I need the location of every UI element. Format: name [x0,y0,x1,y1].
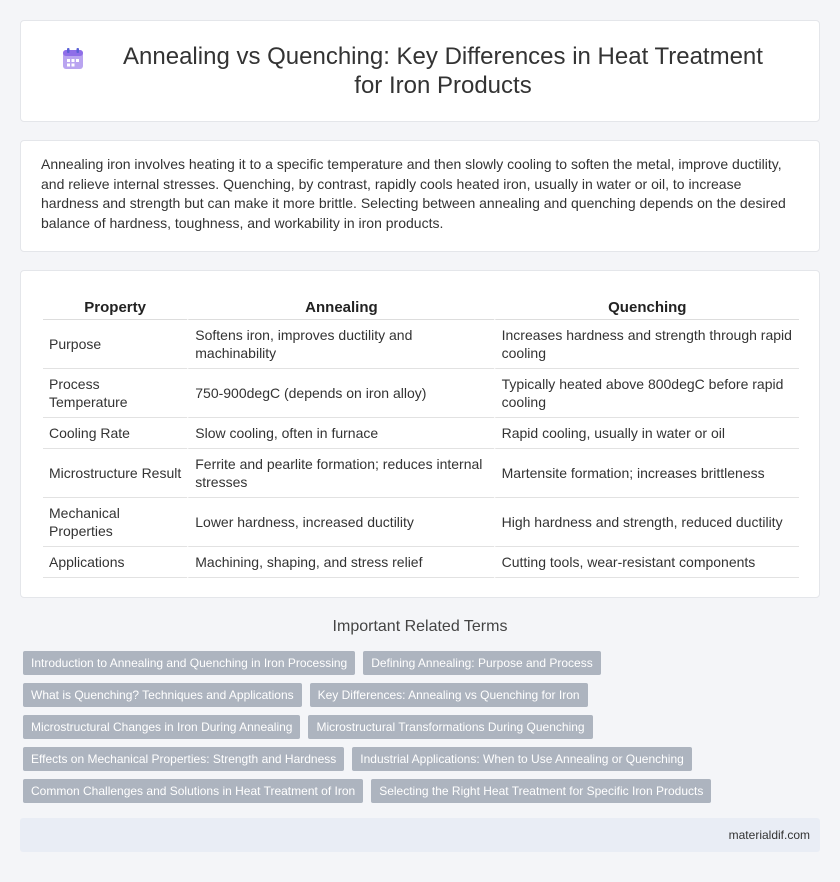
related-term-chip[interactable]: Defining Annealing: Purpose and Process [363,651,600,675]
related-term-chip[interactable]: Microstructural Transformations During Quenching [308,715,592,739]
related-term-chip[interactable]: Microstructural Changes in Iron During Annealing [23,715,300,739]
column-header-property: Property [43,293,187,320]
table-cell: Softens iron, improves ductility and machinability [187,320,493,369]
table-cell: Mechanical Properties [43,498,187,547]
table-cell: Increases hardness and strength through rapid cooling [494,320,799,369]
table-cell: Martensite formation; increases brittleness [494,449,799,498]
related-term-chip[interactable]: Selecting the Right Heat Treatment for Specific Iron Products [371,779,711,803]
table-cell: Lower hardness, increased ductility [187,498,493,547]
title-card [20,20,820,122]
related-term-chip[interactable]: Key Differences: Annealing vs Quenching for Iron [310,683,588,707]
column-header-annealing: Annealing [187,293,493,320]
table-cell: 750-900degC (depends on iron alloy) [187,369,493,418]
footer [20,818,820,852]
table-row [43,547,799,578]
table-row [43,498,799,547]
related-terms-list [23,651,813,811]
table-cell: Cutting tools, wear-resistant components [494,547,799,578]
intro-card [20,140,820,252]
footer-site-link[interactable]: materialdif.com [728,828,810,842]
related-term-chip[interactable]: Industrial Applications: When to Use Annealing or Quenching [352,747,692,771]
table-cell: Process Temperature [43,369,187,418]
comparison-table [43,293,799,578]
related-term-chip[interactable]: Effects on Mechanical Properties: Strength and Hardness [23,747,344,771]
table-cell: Ferrite and pearlite formation; reduces internal stresses [187,449,493,498]
intro-paragraph: Annealing iron involves heating it to a specific temperature and then slowly cooling to soften the metal, improve ductility, and relieve internal stresses. Quenching, by contrast, rapidly cools heated iron, usually in water or oil, to increase hardness and strength but can make it more brittle. Selecting between annealing and quenching depends on the desired balance of hardness, toughness, and workability in iron products. [41,156,786,231]
table-cell: Purpose [43,320,187,369]
table-cell: Cooling Rate [43,418,187,449]
related-term-chip[interactable]: What is Quenching? Techniques and Applications [23,683,302,707]
table-row [43,449,799,498]
table-cell: Rapid cooling, usually in water or oil [494,418,799,449]
table-row [43,320,799,369]
related-term-chip[interactable]: Common Challenges and Solutions in Heat Treatment of Iron [23,779,363,803]
table-row [43,418,799,449]
table-header-row [43,293,799,320]
comparison-card [20,270,820,598]
table-cell: Typically heated above 800degC before rapid cooling [494,369,799,418]
calendar-icon [60,46,86,72]
table-cell: Microstructure Result [43,449,187,498]
table-cell: High hardness and strength, reduced ductility [494,498,799,547]
column-header-quenching: Quenching [494,293,799,320]
table-cell: Applications [43,547,187,578]
table-cell: Machining, shaping, and stress relief [187,547,493,578]
related-term-chip[interactable]: Introduction to Annealing and Quenching in Iron Processing [23,651,355,675]
related-terms-heading: Important Related Terms [332,618,508,635]
page-title: Annealing vs Quenching: Key Differences in Heat Treatment for Iron Products [123,43,763,99]
table-cell: Slow cooling, often in furnace [187,418,493,449]
table-row [43,369,799,418]
